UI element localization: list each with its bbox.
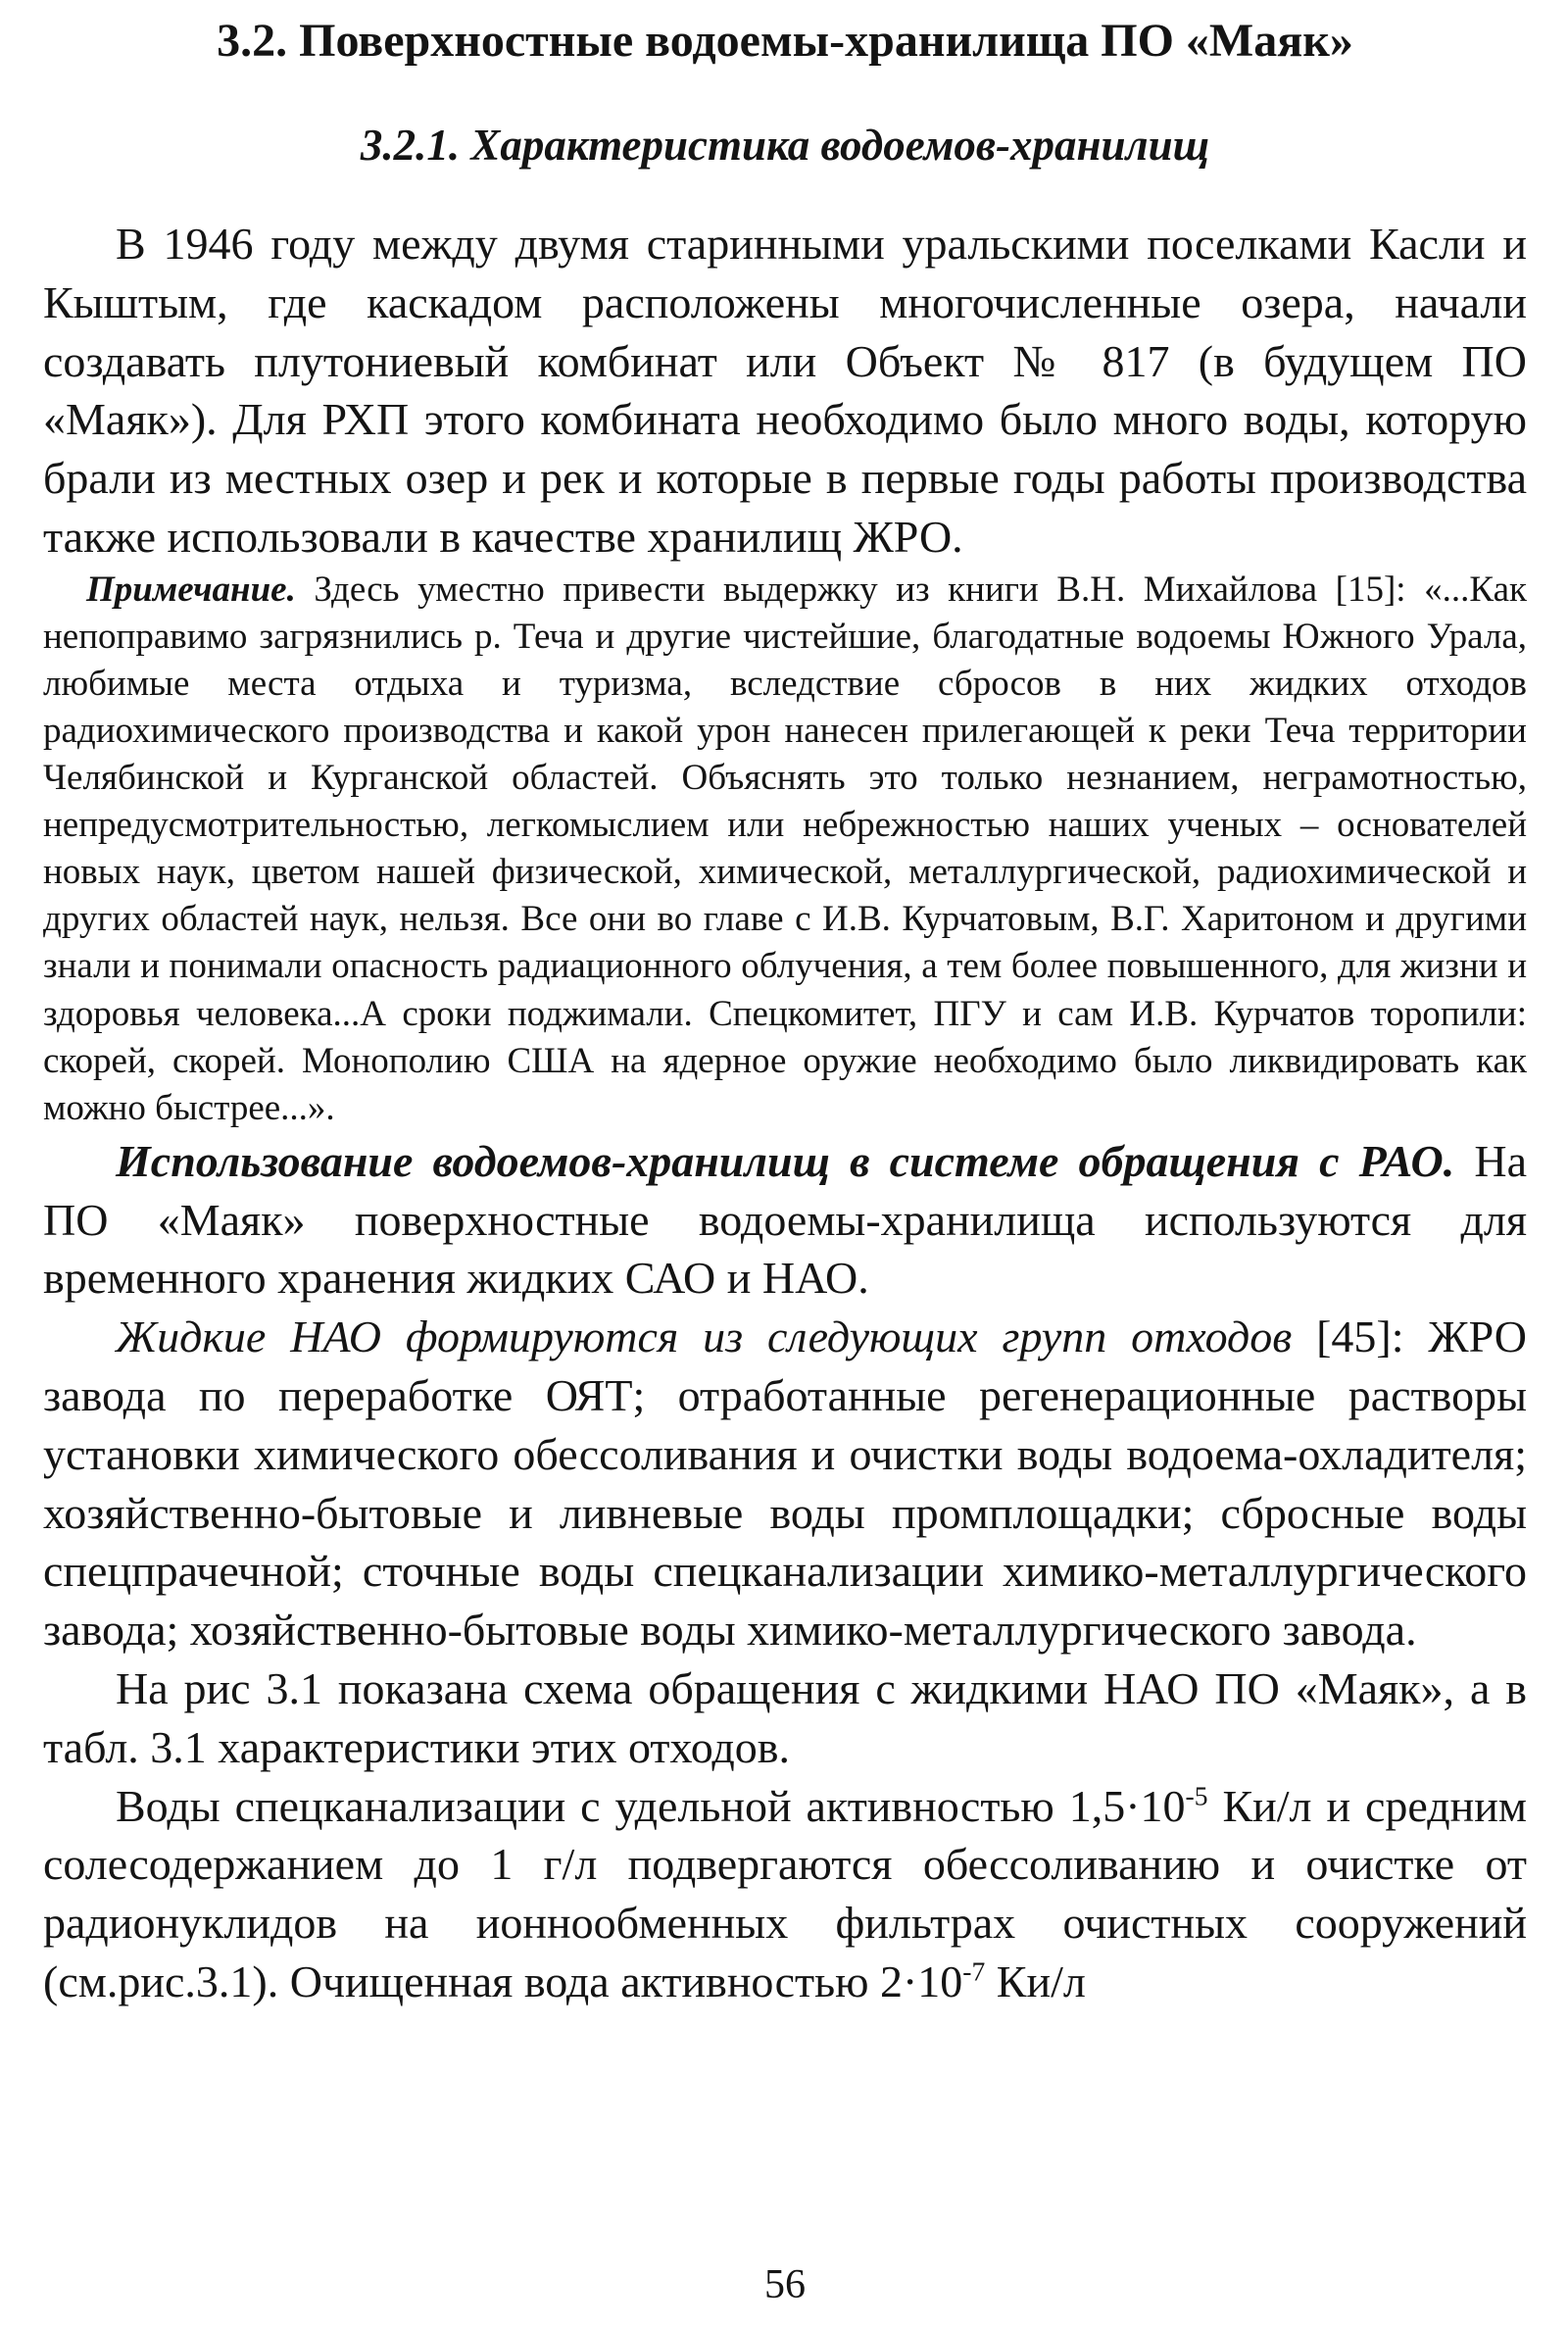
text-run: В 1946 году между двумя старинными уральскими поселками Касли и Кыштым, где каскадом расположены многочисленные озера, начали создавать плутониевый комбинат или Объект № 817 (в будущем ПО «Маяк»). Для РХП этого комбината необходимо было много воды, которую брали из местных озер и рек и которые в первые годы работы производства также использовали в качестве хранилищ ЖРО. bbox=[43, 218, 1527, 562]
text-run: -7 bbox=[962, 1955, 986, 1987]
text-run: Использование водоемов-хранилищ в системе обращения с РАО. bbox=[116, 1135, 1455, 1186]
page-number: 56 bbox=[764, 2262, 806, 2307]
text-run: Примечание. bbox=[86, 569, 296, 610]
text-run: Воды спецканализации с удельной активностью 1,5·10 bbox=[116, 1780, 1186, 1831]
text-run: [45]: ЖРО завода по переработке ОЯТ; отработанные регенерационные растворы установки химического обессоливания и очистки воды водоема-охладителя; хозяйственно-бытовые и ливневые воды промплощадки; сбросные воды спецпрачечной; сточные воды спецканализации химико-металлургического завода; хозяйственно-бытовые воды химико-металлургического завода. bbox=[43, 1311, 1527, 1656]
text-run: Здесь уместно привести выдержку из книги В.Н. Михайлова [15]: «...Как непоправимо загрязнились р. Теча и другие чистейшие, благодатные водоемы Южного Урала, любимые места отдыха и туризма, вследствие сбросов в них жидких отходов радиохимического производства и какой урон нанесен прилегающей к реки Теча территории Челябинской и Курганской областей. Объяснять это только незнанием, неграмотностью, непредусмотрительностью, легкомыслием или небрежностью наших ученых – основателей новых наук, цветом нашей физической, химической, металлургической, радиохимической и других областей наук, нельзя. Все они во главе с И.В. Курчатовым, В.Г. Харитоном и другими знали и понимали опасность радиационного облучения, а тем более повышенного, для жизни и здоровья человека...А сроки поджимали. Спецкомитет, ПГУ и сам И.В. Курчатов торопили: скорей, скорей. Монополию США на ядерное оружие необходимо было ликвидировать как можно быстрее...». bbox=[43, 569, 1527, 1128]
text-run: Ки/л и средним солесодержанием до 1 г/л подвергаются обессоливанию и очистке от радионуклидов на ионнообменных фильтрах очистных сооружений (см.рис.3.1). Очищенная вода активностью 2·10 bbox=[43, 1780, 1527, 2006]
text-run: -5 bbox=[1185, 1780, 1208, 1811]
paragraph-figure-reference bbox=[43, 1659, 1527, 1777]
text-run: Ки/л bbox=[985, 1956, 1086, 2006]
text-run: На рис 3.1 показана схема обращения с жидкими НАО ПО «Маяк», а в табл. 3.1 характеристики этих отходов. bbox=[43, 1663, 1527, 1772]
paragraph-usage-rao bbox=[43, 1132, 1527, 1308]
paragraph-history-intro bbox=[43, 215, 1527, 567]
paragraph-note-quote bbox=[43, 567, 1527, 1132]
section-heading: 3.2. Поверхностные водоемы-хранилища ПО «Маяк» bbox=[217, 15, 1353, 67]
paragraph-special-sewage bbox=[43, 1777, 1527, 2011]
text-run: Жидкие НАО формируются из следующих групп отходов bbox=[116, 1311, 1293, 1362]
paragraph-liquid-nao-sources bbox=[43, 1308, 1527, 1659]
text-run: На ПО «Маяк» поверхностные водоемы-хранилища используются для временного хранения жидких САО и НАО. bbox=[43, 1135, 1527, 1304]
subsection-heading: 3.2.1. Характеристика водоемов-хранилищ bbox=[360, 121, 1210, 171]
